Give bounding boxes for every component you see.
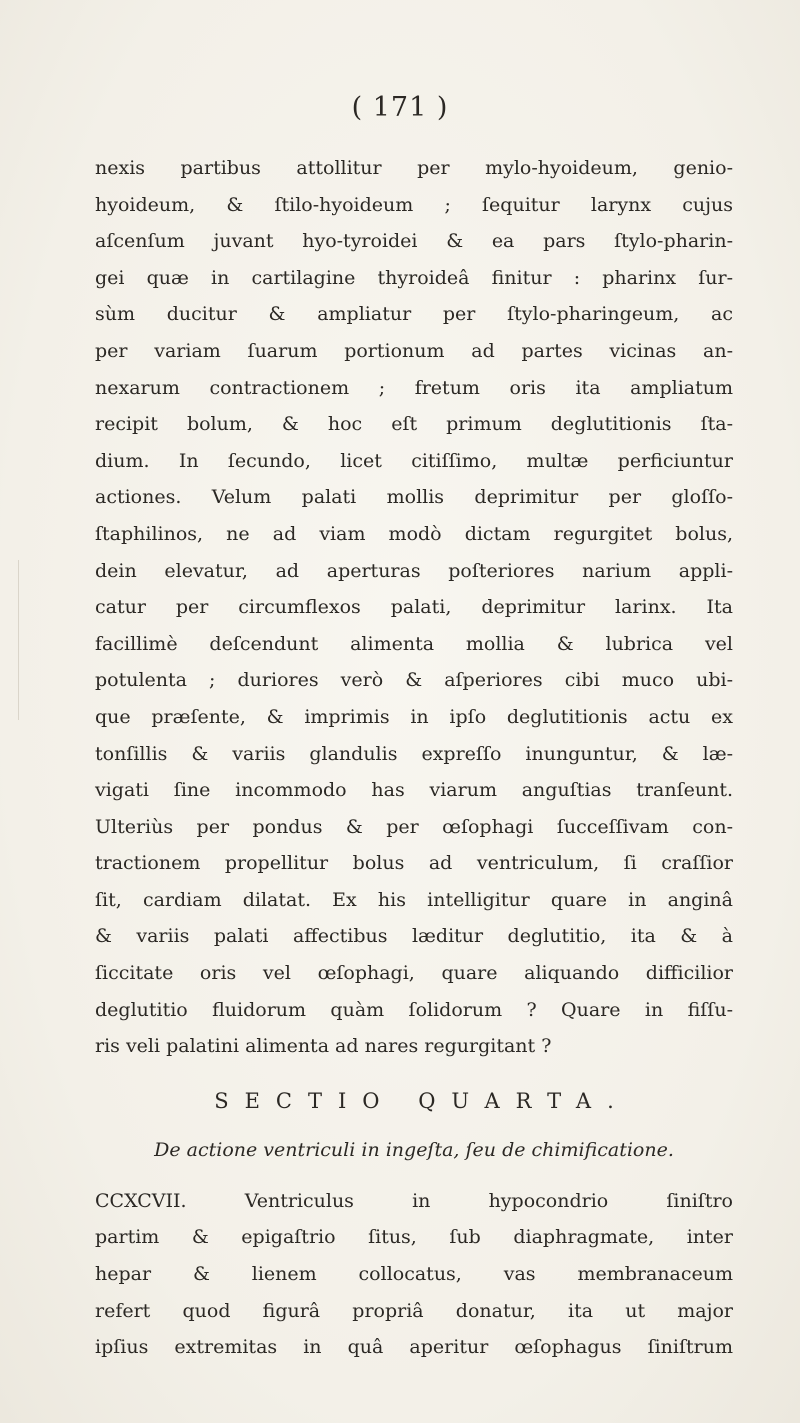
margin-mark (18, 560, 25, 720)
text-line: tonſillis & variis glandulis expreſſo inunguntur, & læ- (95, 742, 733, 765)
text-line: tractionem propellitur bolus ad ventriculum, ſi craſſior (95, 852, 733, 875)
text-line: aſcenſum juvant hyo-tyroidei & ea pars ſtylo-pharin- (95, 230, 733, 253)
text-line: nexis partibus attollitur per mylo-hyoideum, genio- (95, 157, 733, 179)
text-line: hyoideum, & ſtilo-hyoideum ; ſequitur larynx cujus (95, 193, 733, 216)
text-line: ris veli palatini alimenta ad nares regurgitant ? (95, 1035, 552, 1058)
text-line: sùm ducitur & ampliatur per ſtylo-pharingeum, ac (95, 303, 733, 326)
text-line: vigati ſine incommodo has viarum anguſtias tranſeunt. (95, 779, 733, 802)
text-line: & variis palati affectibus læditur deglutitio, ita & à (95, 925, 733, 948)
paragraph-1 (95, 150, 733, 1065)
text-line: ſiccitate oris vel œſophagi, quare aliquando difficilior (95, 962, 733, 985)
text-line: facillimè deſcendunt alimenta mollia & lubrica vel (95, 632, 733, 655)
text-line: que præſente, & imprimis in ipſo deglutitionis actu ex (95, 705, 733, 728)
text-line: CCXCVII. Ventriculus in hypocondrio ſiniſtro (95, 1189, 733, 1212)
text-line: gei quæ in cartilagine thyroideâ finitur : pharinx ſur- (95, 266, 733, 289)
text-line: actiones. Velum palati mollis deprimitur per gloſſo- (95, 486, 733, 509)
text-line: catur per circumflexos palati, deprimitur larinx. Ita (95, 596, 733, 619)
text-line: ipſius extremitas in quâ aperitur œſophagus ſiniſtrum (95, 1336, 733, 1359)
page-number: ( 171 ) (351, 92, 449, 123)
text-line: ſit, cardiam dilatat. Ex his intelligitur quare in anginâ (95, 888, 733, 911)
text-line: per variam ſuarum portionum ad partes vicinas an- (95, 339, 733, 362)
text-line: Ulteriùs per pondus & per œſophagi ſucceſſivam con- (95, 815, 733, 838)
text-line: ſtaphilinos, ne ad viam modò dictam regurgitet bolus, (95, 522, 733, 545)
text-line: refert quod figurâ propriâ donatur, ita ut major (95, 1299, 733, 1322)
text-line: recipit bolum, & hoc eſt primum deglutitionis ſta- (95, 413, 733, 436)
text-column (95, 150, 733, 1366)
text-line: hepar & lienem collocatus, vas membranaceum (95, 1263, 733, 1286)
section-subtitle: De actione ventriculi in ingeſta, ſeu de chimificatione. (154, 1138, 674, 1161)
text-line: nexarum contractionem ; fretum oris ita ampliatum (95, 376, 733, 399)
text-line: potulenta ; duriores verò & aſperiores cibi muco ubi- (95, 669, 733, 692)
text-line: dein elevatur, ad aperturas poſteriores narium appli- (95, 559, 733, 582)
section-heading: SECTIO QUARTA. (214, 1088, 630, 1113)
text-line: dium. In ſecundo, licet citiſſimo, multæ perficiuntur (95, 449, 733, 472)
text-line: deglutitio fluidorum quàm ſolidorum ? Quare in fiſſu- (95, 998, 733, 1021)
paragraph-2 (95, 1183, 733, 1366)
text-line: partim & epigaſtrio ſitus, ſub diaphragmate, inter (95, 1226, 733, 1249)
